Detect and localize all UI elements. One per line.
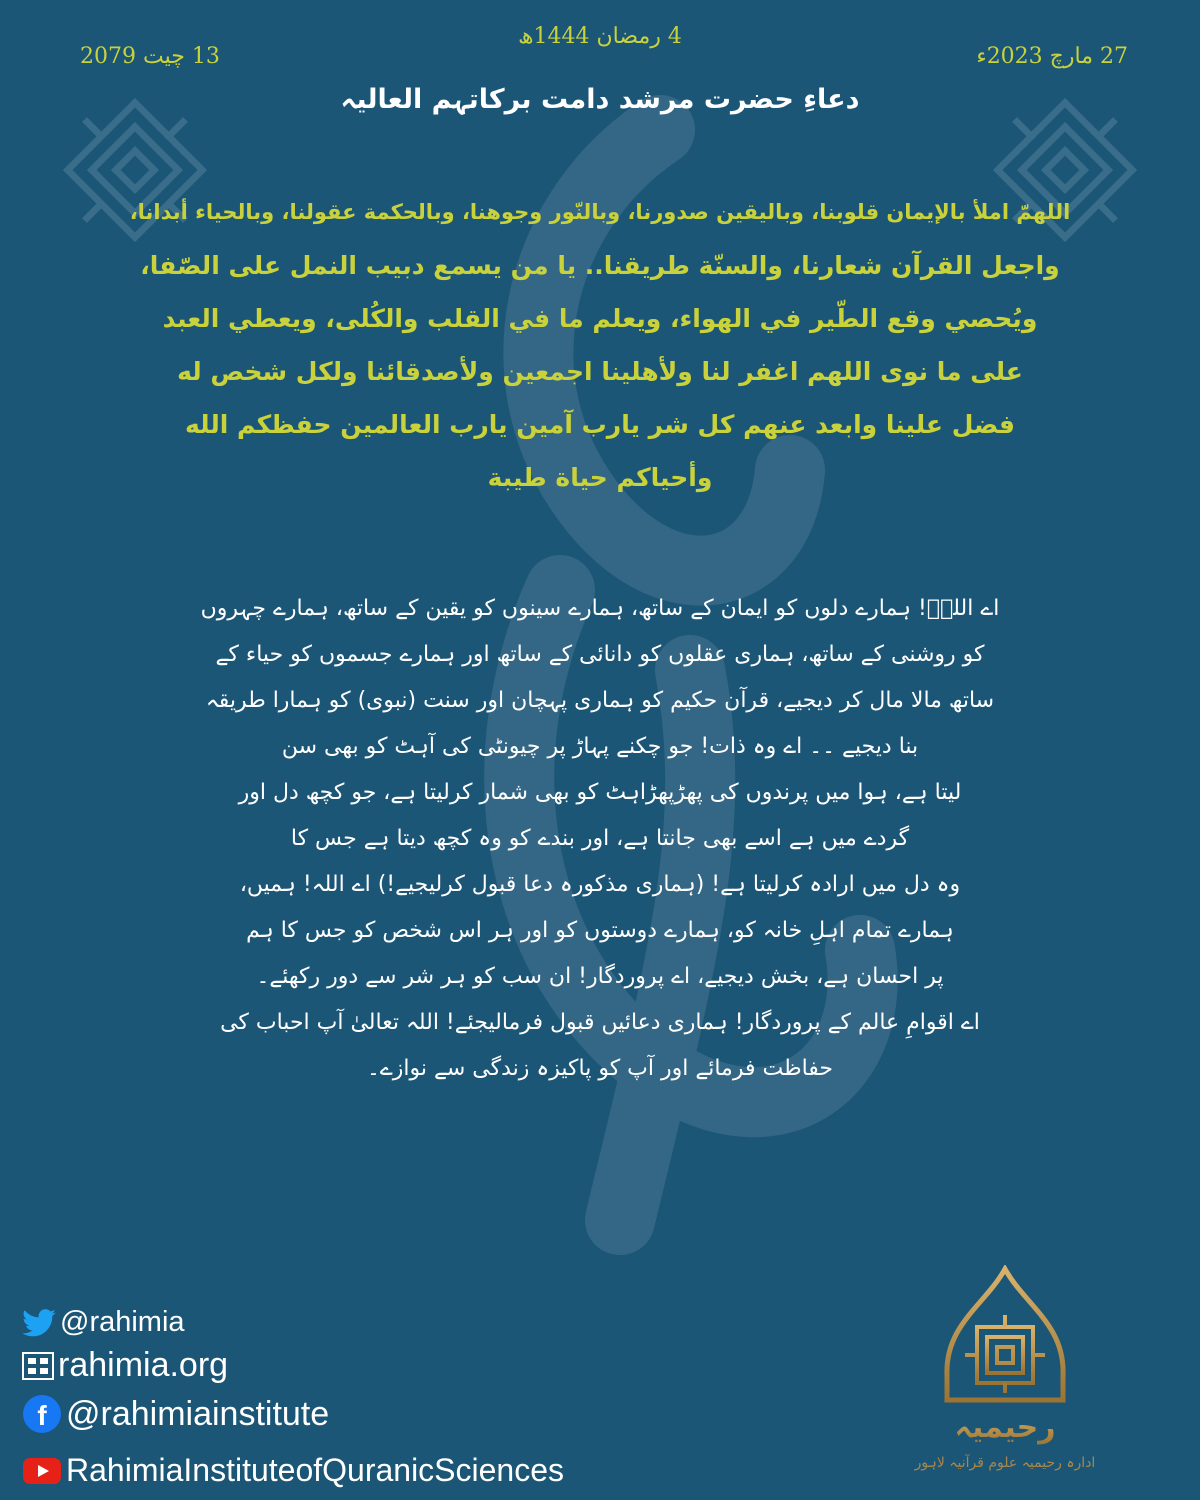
page-title: دعاءِ حضرت مرشد دامت برکاتہم العالیہ (340, 84, 860, 115)
gregorian-date: 27 مارچ 2023ء (976, 44, 1128, 69)
youtube-icon (22, 1457, 62, 1485)
urdu-translation (140, 586, 1060, 1092)
facebook-link[interactable] (22, 1394, 329, 1434)
urdu-translation-line: اے اللہؐ! ہمارے دلوں کو ایمان کے ساتھ، ہمارے سینوں کو یقین کے ساتھ، ہمارے چہروں (200, 596, 1000, 621)
facebook-handle: @rahimiainstitute (66, 1394, 330, 1433)
twitter-icon (22, 1309, 56, 1337)
urdu-translation-line: لیتا ہے، ہوا میں پرندوں کی پھڑپھڑاہٹ کو بھی شمار کرلیتا ہے، جو کچھ دل اور (238, 780, 962, 805)
web-icon (22, 1352, 54, 1380)
urdu-translation-line: ہمارے تمام اہلِ خانہ کو، ہمارے دوستوں کو اور ہر اس شخص کو جس کا ہم (246, 918, 954, 943)
urdu-translation-line: وہ دل میں ارادہ کرلیتا ہے! (ہماری مذکورہ دعا قبول کرلیجیے!) اے اللہ! ہمیں، (239, 872, 961, 897)
arabic-dua (60, 186, 1140, 504)
arabic-dua-line: فضل علينا وابعد عنهم كل شر يارب آمين يارب العالمين حفظكم الله (184, 410, 1016, 439)
logo-wordmark: رحیمیہ (954, 1410, 1056, 1445)
facebook-icon (22, 1394, 62, 1434)
urdu-translation-line: حفاظت فرمائے اور آپ کو پاکیزہ زندگی سے نوازے۔ (366, 1056, 834, 1081)
hijri-date: 4 رمضان 1444ھ (518, 24, 682, 49)
logo-subtitle: ادارہ رحیمیہ علوم قرآنیہ لاہور (914, 1455, 1096, 1471)
youtube-link[interactable] (22, 1452, 564, 1489)
urdu-translation-line: اے اقوامِ عالم کے پروردگار! ہماری دعائیں قبول فرمالیجئے! اللہ تعالیٰ آپ احباب کی (220, 1010, 980, 1035)
urdu-translation-line: کو روشنی کے ساتھ، ہماری عقلوں کو دانائی کے ساتھ اور ہمارے جسموں کو حیاء کے (215, 642, 985, 667)
website-link[interactable] (22, 1346, 228, 1385)
arabic-dua-line: واجعل القرآن شعارنا، والسنّة طريقنا.. يا من يسمع دبيب النمل على الصّفا، (140, 251, 1060, 280)
youtube-channel: RahimiaInstituteofQuranicSciences (66, 1452, 565, 1488)
svg-text:f: f (37, 1400, 47, 1431)
urdu-translation-line: ساتھ مالا مال کر دیجیے، قرآن حکیم کو ہماری پہچان اور سنت (نبوی) کو ہمارا طریقہ (205, 688, 995, 713)
twitter-handle: @rahimia (60, 1306, 185, 1338)
arabic-dua-line: ويُحصي وقع الطّير في الهواء، ويعلم ما في القلب والكُلى، ويعطي العبد (162, 304, 1038, 333)
website-url: rahimia.org (58, 1346, 229, 1384)
bikrami-date: 13 چیت 2079 (80, 44, 220, 69)
urdu-translation-line: بنا دیجیے ۔۔ اے وہ ذات! جو چکنے پہاڑ پر چیونٹی کی آہٹ کو بھی سن (281, 734, 919, 759)
twitter-link[interactable] (22, 1306, 185, 1339)
arabic-dua-line: اللهمّ املأ بالإيمان قلوبنا، وباليقين صدورنا، وبالنّور وجوهنا، وبالحكمة عقولنا، وبالحياء أبدانا، (129, 200, 1071, 224)
urdu-translation-line: گردے میں ہے اسے بھی جانتا ہے، اور بندے کو وہ کچھ دیتا ہے جس کا (290, 826, 910, 851)
arabic-dua-line: وأحياكم حياة طيبة (487, 463, 713, 492)
urdu-translation-line: پر احسان ہے، بخش دیجیے، اے پروردگار! ان سب کو ہر شر سے دور رکھئے۔ (256, 964, 944, 989)
arabic-dua-line: على ما نوى اللهم اغفر لنا ولأهلينا اجمعين ولأصدقائنا ولكل شخص له (177, 357, 1023, 386)
rahimia-logo-emblem (905, 1265, 1105, 1480)
rahimia-logo (905, 1265, 1105, 1480)
